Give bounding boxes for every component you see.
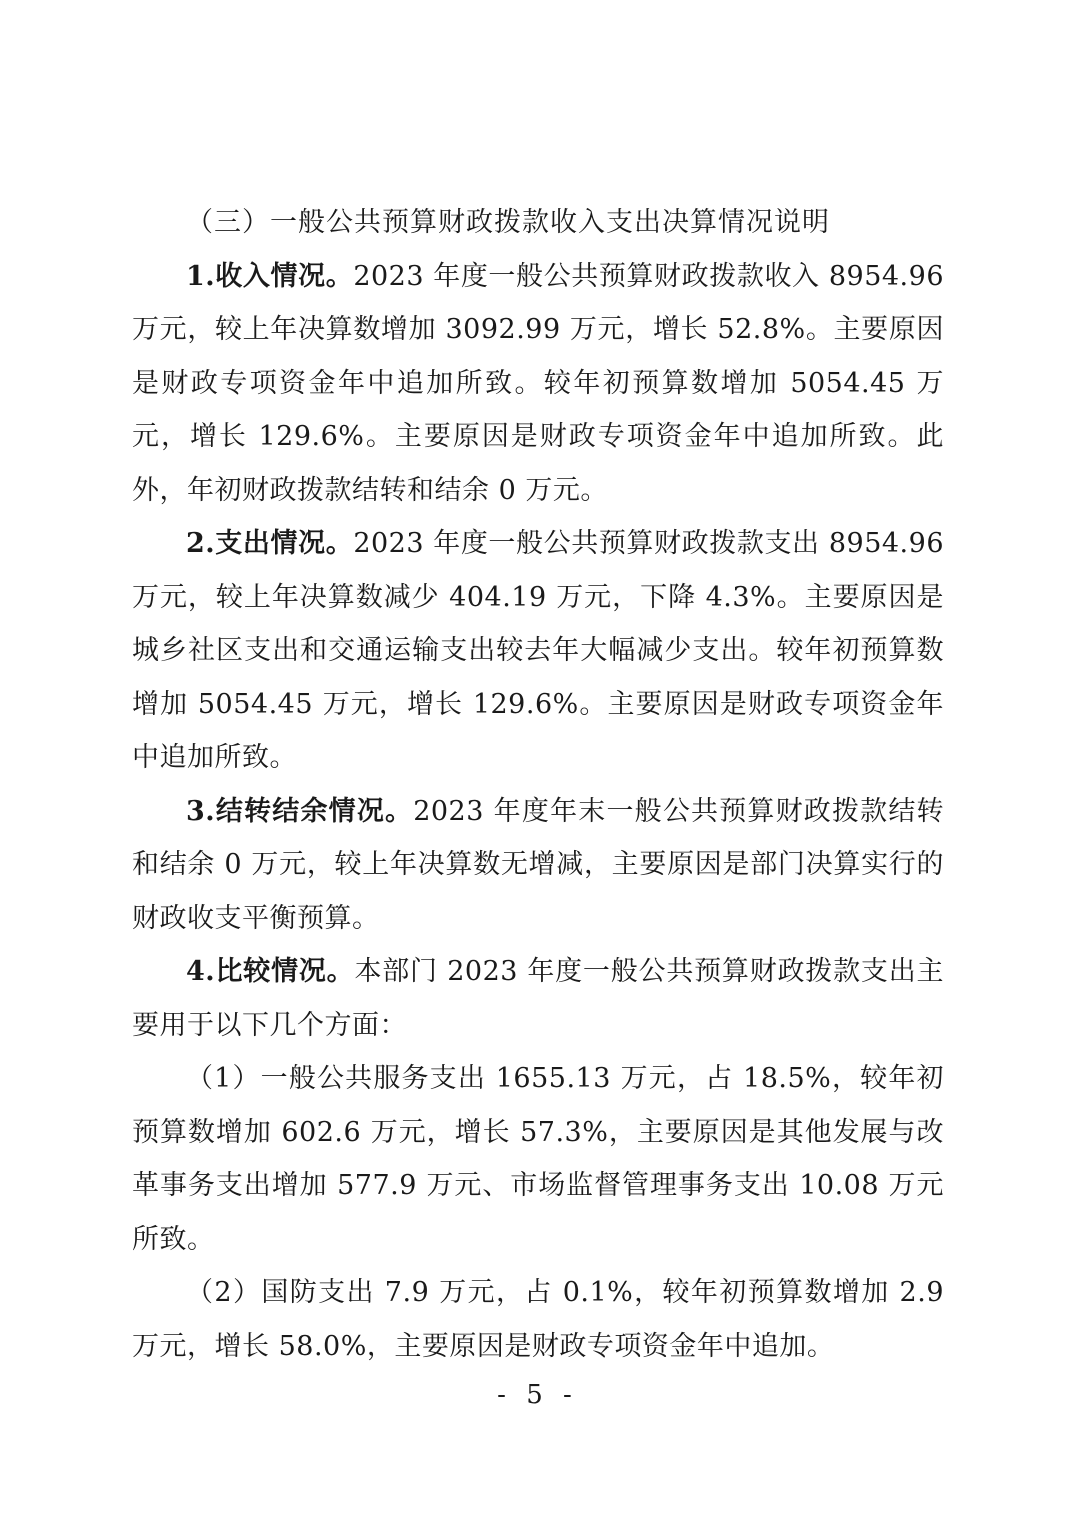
list-item-national-defense: （2）国防支出 7.9 万元，占 0.1%，较年初预算数增加 2.9 万元，增长 58.0%，主要原因是财政专项资金年中追加。: [132, 1277, 944, 1362]
paragraph-expenditure: [132, 517, 944, 785]
paragraph-lead: 4.比较情况。: [186, 956, 355, 987]
document-body: [132, 196, 944, 1373]
paragraph-lead: 1.收入情况。: [186, 260, 354, 292]
paragraph-income: [132, 250, 944, 518]
list-item-general-public-services: （1）一般公共服务支出 1655.13 万元，占 18.5%，较年初预算数增加 602.6 万元，增长 57.3%，主要原因是其他发展与改革事务支出增加 577.9 万元、市场监督管理事务支出 10.08 万元所致。: [132, 1063, 944, 1255]
paragraph-text: 2023 年度一般公共预算财政拨款收入 8954.96 万元，较上年决算数增加 3092.99 万元，增长 52.8%。主要原因是财政专项资金年中追加所致。较年初预算数增加 5054.45 万元，增长 129.6%。主要原因是财政专项资金年中追加所致。此外，年初财政拨款结转和结余 0 万元。: [132, 260, 945, 506]
page-number: - 5 -: [497, 1380, 578, 1410]
paragraph-carryover: [132, 785, 944, 946]
paragraph-lead: 3.结转结余情况。: [186, 795, 414, 827]
paragraph-lead: 2.支出情况。: [186, 528, 354, 559]
paragraph-text: 2023 年度一般公共预算财政拨款支出 8954.96 万元，较上年决算数减少 404.19 万元，下降 4.3%。主要原因是城乡社区支出和交通运输支出较去年大幅减少支出。较年初预算数增加 5054.45 万元，增长 129.6%。主要原因是财政专项资金年中追加所致。: [132, 528, 945, 773]
paragraph-text: 2023 年度年末一般公共预算财政拨款结转和结余 0 万元，较上年决算数无增减，主要原因是部门决算实行的财政收支平衡预算。: [132, 795, 945, 934]
section-heading: （三）一般公共预算财政拨款收入支出决算情况说明: [186, 207, 830, 238]
paragraph-comparison: [132, 945, 944, 1052]
paragraph-text: 本部门 2023 年度一般公共预算财政拨款支出主要用于以下几个方面：: [132, 956, 944, 1041]
